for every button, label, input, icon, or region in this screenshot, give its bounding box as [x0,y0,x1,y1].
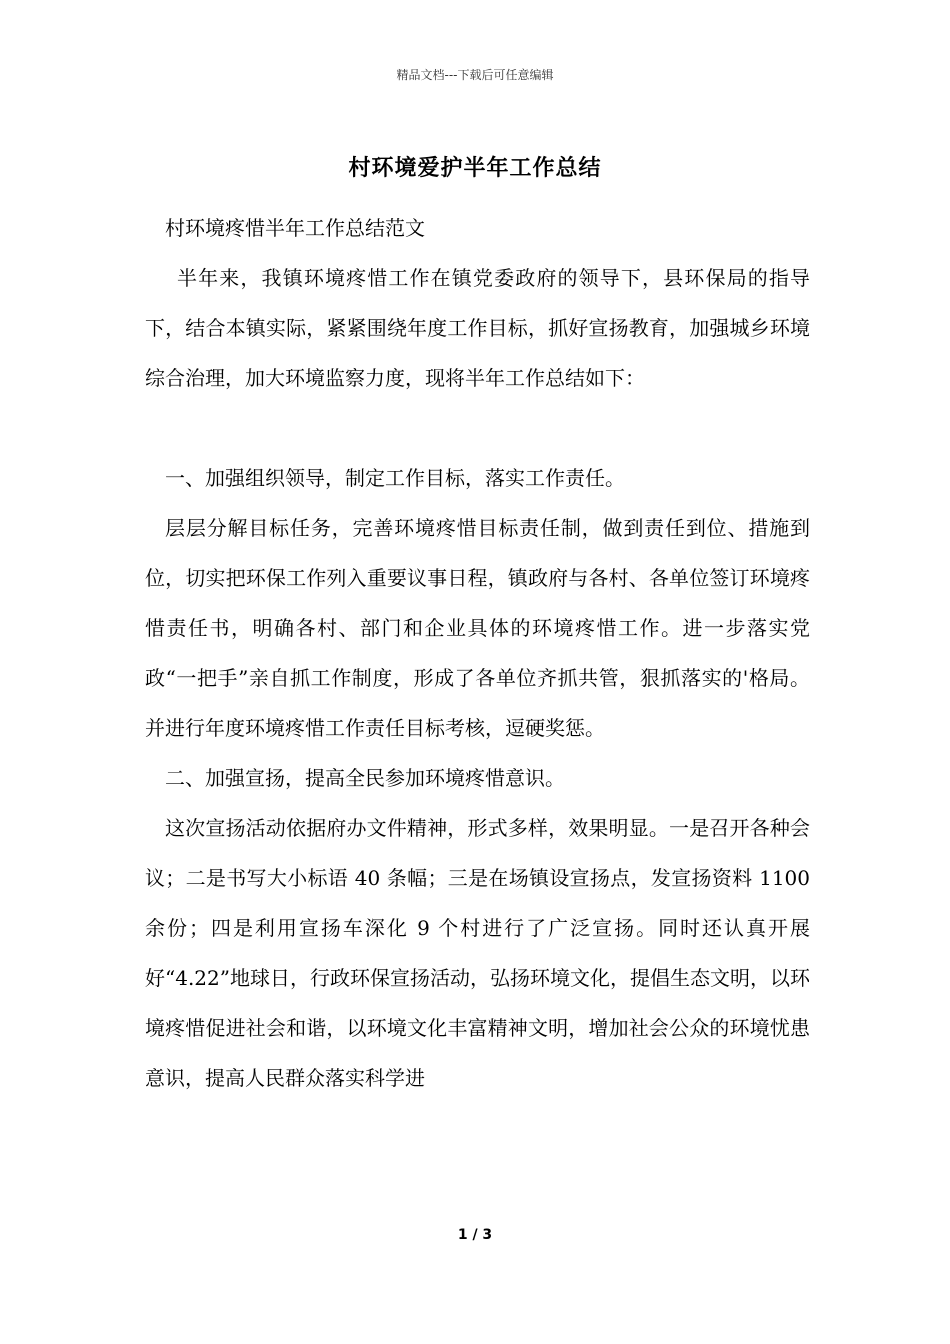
document-title: 村环境爱护半年工作总结 [348,155,602,181]
header-note: 精品文档---下载后可任意编辑 [396,68,554,82]
paragraph-spacer [145,403,810,453]
page-number: 1 / 3 [457,1227,493,1243]
paragraph-section-1: 层层分解目标任务，完善环境疼惜目标责任制，做到责任到位、措施到位，切实把环保工作列入重要议事日程，镇政府与各村、各单位签订环境疼惜责任书，明确各村、部门和企业具体的环境疼惜工作。进一步落实党政“一把手”亲自抓工作制度，形成了各单位齐抓共管，狠抓落实的'格局。并进行年度环境疼惜工作责任目标考核，逗硬奖惩。 [145,516,810,740]
document-body [145,203,810,1103]
paragraph-intro: 半年来，我镇环境疼惜工作在镇党委政府的领导下，县环保局的指导下，结合本镇实际，紧紧围绕年度工作目标，抓好宣扬教育，加强城乡环境综合治理，加大环境监察力度，现将半年工作总结如下： [145,266,810,390]
document-subtitle: 村环境疼惜半年工作总结范文 [165,216,425,240]
section-heading-1: 一、加强组织领导，制定工作目标，落实工作责任。 [165,466,625,490]
section-heading-2: 二、加强宣扬，提高全民参加环境疼惜意识。 [165,766,565,790]
paragraph-section-2: 这次宣扬活动依据府办文件精神，形式多样，效果明显。一是召开各种会议；二是书写大小标语 40 条幅；三是在场镇设宣扬点，发宣扬资料 1100 余份；四是利用宣扬车深化 9 个村进行了广泛宣扬。同时还认真开展好“4.22”地球日，行政环保宣扬活动，弘扬环境文化，提倡生态文明，以环境疼惜促进社会和谐，以环境文化丰富精神文明，增加社会公众的环境忧患意识，提高人民群众落实科学进 [145,816,810,1090]
